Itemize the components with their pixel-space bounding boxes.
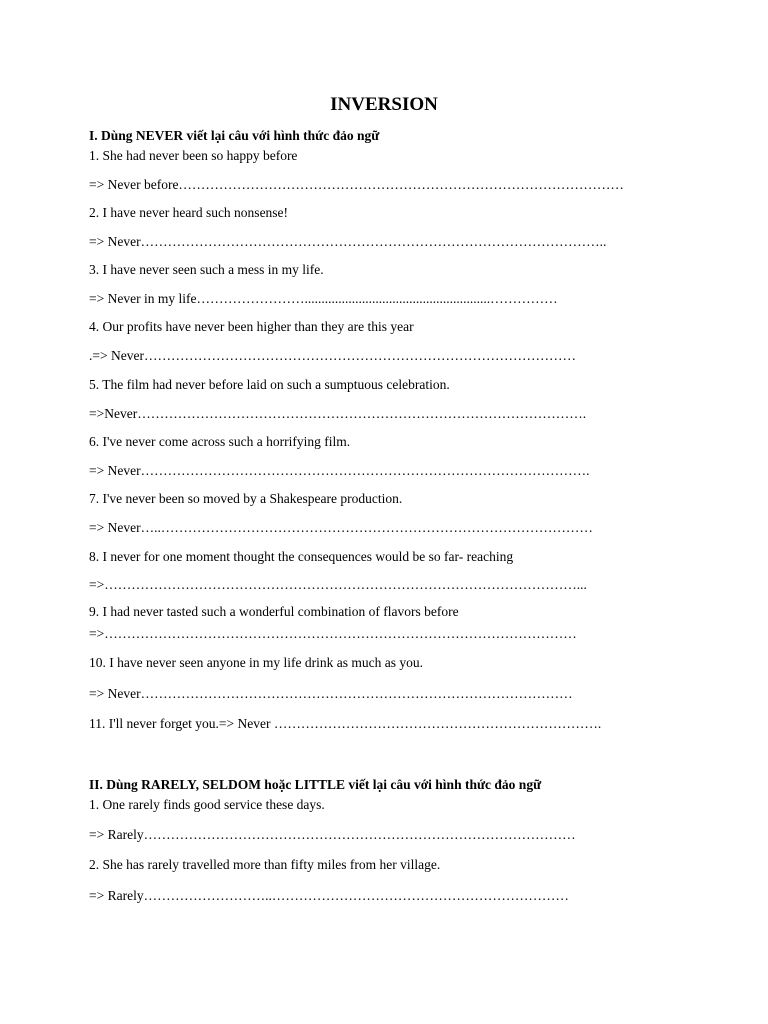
exercise-6-answer: => Never………………………………………………………………………………………. [89,463,590,478]
exercise-9-answer: =>…………………………………………………………………………………………… [89,626,577,641]
exercise-2-sentence: 2. I have never heard such nonsense! [89,205,289,220]
exercise-3-sentence: 3. I have never seen such a mess in my life. [89,262,324,277]
exercise-4-sentence: 4. Our profits have never been higher than they are this year [89,319,414,334]
exercise-3-answer: => Never in my life…………………….......................................................…………… [89,291,558,306]
exercise-2-2-sentence: 2. She has rarely travelled more than fifty miles from her village. [89,857,441,872]
section-2-heading: II. Dùng RARELY, SELDOM hoặc LITTLE viết lại câu với hình thức đảo ngữ [89,777,542,792]
exercise-1-sentence: 1. She had never been so happy before [89,148,298,163]
exercise-9-sentence: 9. I had never tasted such a wonderful combination of flavors before [89,604,459,619]
exercise-2-answer: => Never………………………………………………………………………………………….. [89,234,607,249]
exercise-11-sentence: 11. I'll never forget you.=> Never ………………………………………………………………. [89,716,602,731]
exercise-10-sentence: 10. I have never seen anyone in my life drink as much as you. [89,655,424,670]
exercise-1-answer: => Never before……………………………………………………………………………………… [89,177,624,192]
exercise-5-answer: =>Never………………………………………………………………………………………. [89,406,587,421]
exercise-2-2-answer: => Rarely………………………..………………………………………………………… [89,888,569,903]
section-1-heading: I. Dùng NEVER viết lại câu với hình thức đảo ngữ [89,128,380,143]
exercise-2-1-sentence: 1. One rarely finds good service these days. [89,797,325,812]
exercise-10-answer: => Never…………………………………………………………………………………… [89,686,573,701]
exercise-7-sentence: 7. I've never been so moved by a Shakespeare production. [89,491,403,506]
exercise-5-sentence: 5. The film had never before laid on such a sumptuous celebration. [89,377,450,392]
exercise-2-1-answer: => Rarely…………………………………………………………………………………… [89,827,576,842]
exercise-8-answer: =>……………………………………………………………………………………………... [89,577,587,592]
exercise-8-sentence: 8. I never for one moment thought the consequences would be so far- reaching [89,549,514,564]
exercise-4-answer: .=> Never…………………………………………………………………………………… [89,348,576,363]
exercise-7-answer: => Never…..…………………………………………………………………………………… [89,520,593,535]
exercise-6-sentence: 6. I've never come across such a horrifying film. [89,434,351,449]
document-title: INVERSION [330,94,438,115]
